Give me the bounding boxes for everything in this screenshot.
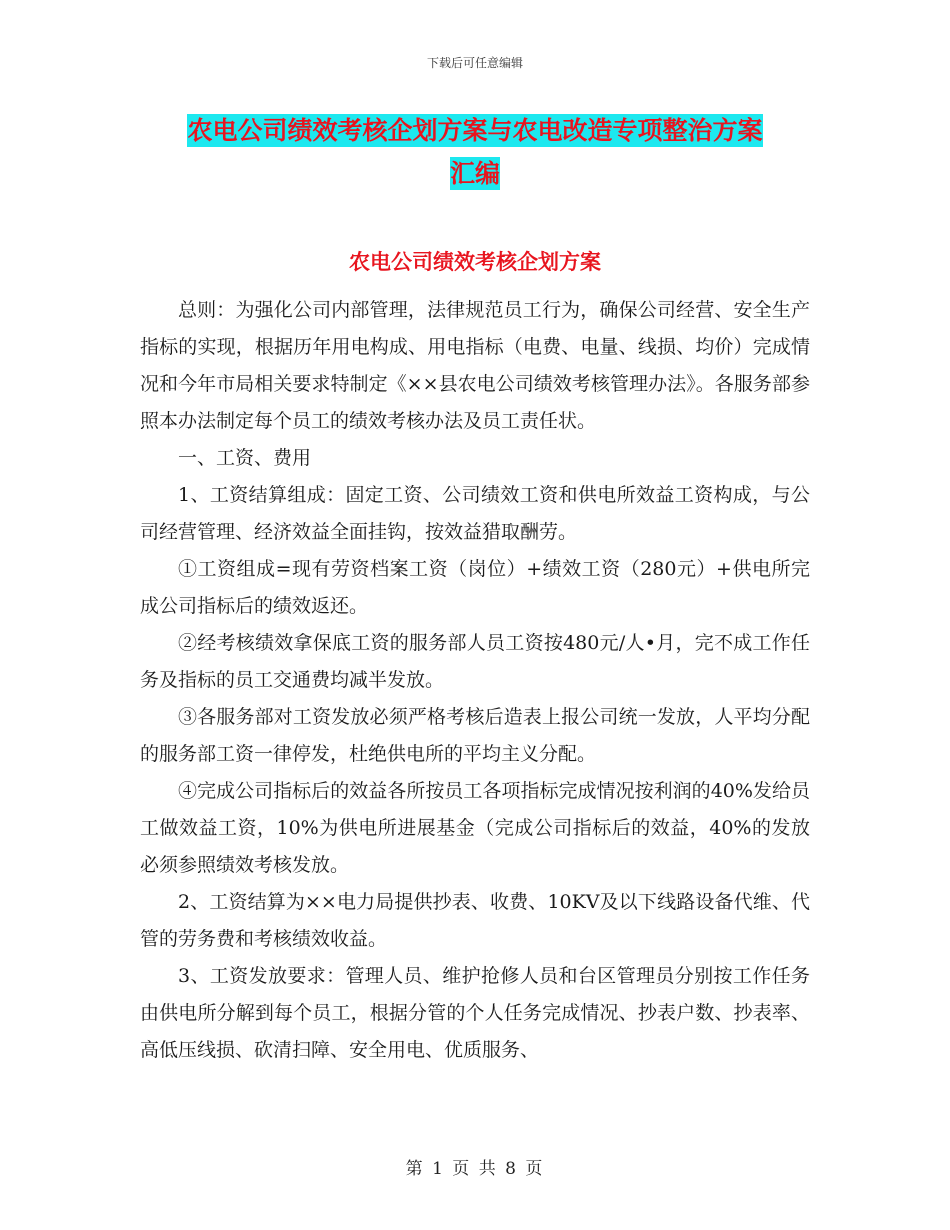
- paragraph: 一、工资、费用: [178, 447, 312, 469]
- title-highlight-1: 农电公司绩效考核企划方案与农电改造专项整治方案: [187, 116, 763, 145]
- paragraph: 3、工资发放要求：管理人员、维护抢修人员和台区管理员分别按工作任务由供电所分解到每个员工，根据分管的个人任务完成情况、抄表户数、抄表率、高低压线损、砍清扫障、安全用电、优质服务、: [140, 965, 810, 1061]
- paragraph: 1、工资结算组成：固定工资、公司绩效工资和供电所效益工资构成，与公司经营管理、经济效益全面挂钩，按效益猎取酬劳。: [140, 484, 810, 543]
- paragraph: ③各服务部对工资发放必须严格考核后造表上报公司统一发放，人平均分配的服务部工资一律停发，杜绝供电所的平均主义分配。: [140, 706, 810, 765]
- paragraph: 2、工资结算为××电力局提供抄表、收费、10KV及以下线路设备代维、代管的劳务费和考核绩效收益。: [140, 891, 810, 950]
- paragraph: ②经考核绩效拿保底工资的服务部人员工资按480元/人•月，完不成工作任务及指标的员工交通费均减半发放。: [140, 632, 810, 691]
- document-body: [140, 292, 810, 1069]
- paragraph: 总则：为强化公司内部管理，法律规范员工行为，确保公司经营、安全生产指标的实现，根据历年用电构成、用电指标（电费、电量、线损、均价）完成情况和今年市局相关要求特制定《××县农电公司绩效考核管理办法》。各服务部参照本办法制定每个员工的绩效考核办法及员工责任状。: [140, 299, 810, 432]
- header-note: 下载后可任意编辑: [426, 56, 523, 70]
- paragraph: ①工资组成=现有劳资档案工资（岗位）+绩效工资（280元）+供电所完成公司指标后的绩效返还。: [140, 558, 810, 617]
- page-number-footer: 第 1 页 共 8 页: [405, 1159, 545, 1179]
- document-title-line-2: [0, 155, 950, 193]
- document-title-line-1: [0, 112, 950, 150]
- paragraph: ④完成公司指标后的效益各所按员工各项指标完成情况按利润的40%发给员工做效益工资，10%为供电所进展基金（完成公司指标后的效益，40%的发放必须参照绩效考核发放。: [140, 780, 810, 876]
- title-highlight-2: 汇编: [449, 159, 500, 188]
- section-title: 农电公司绩效考核企划方案: [349, 249, 601, 274]
